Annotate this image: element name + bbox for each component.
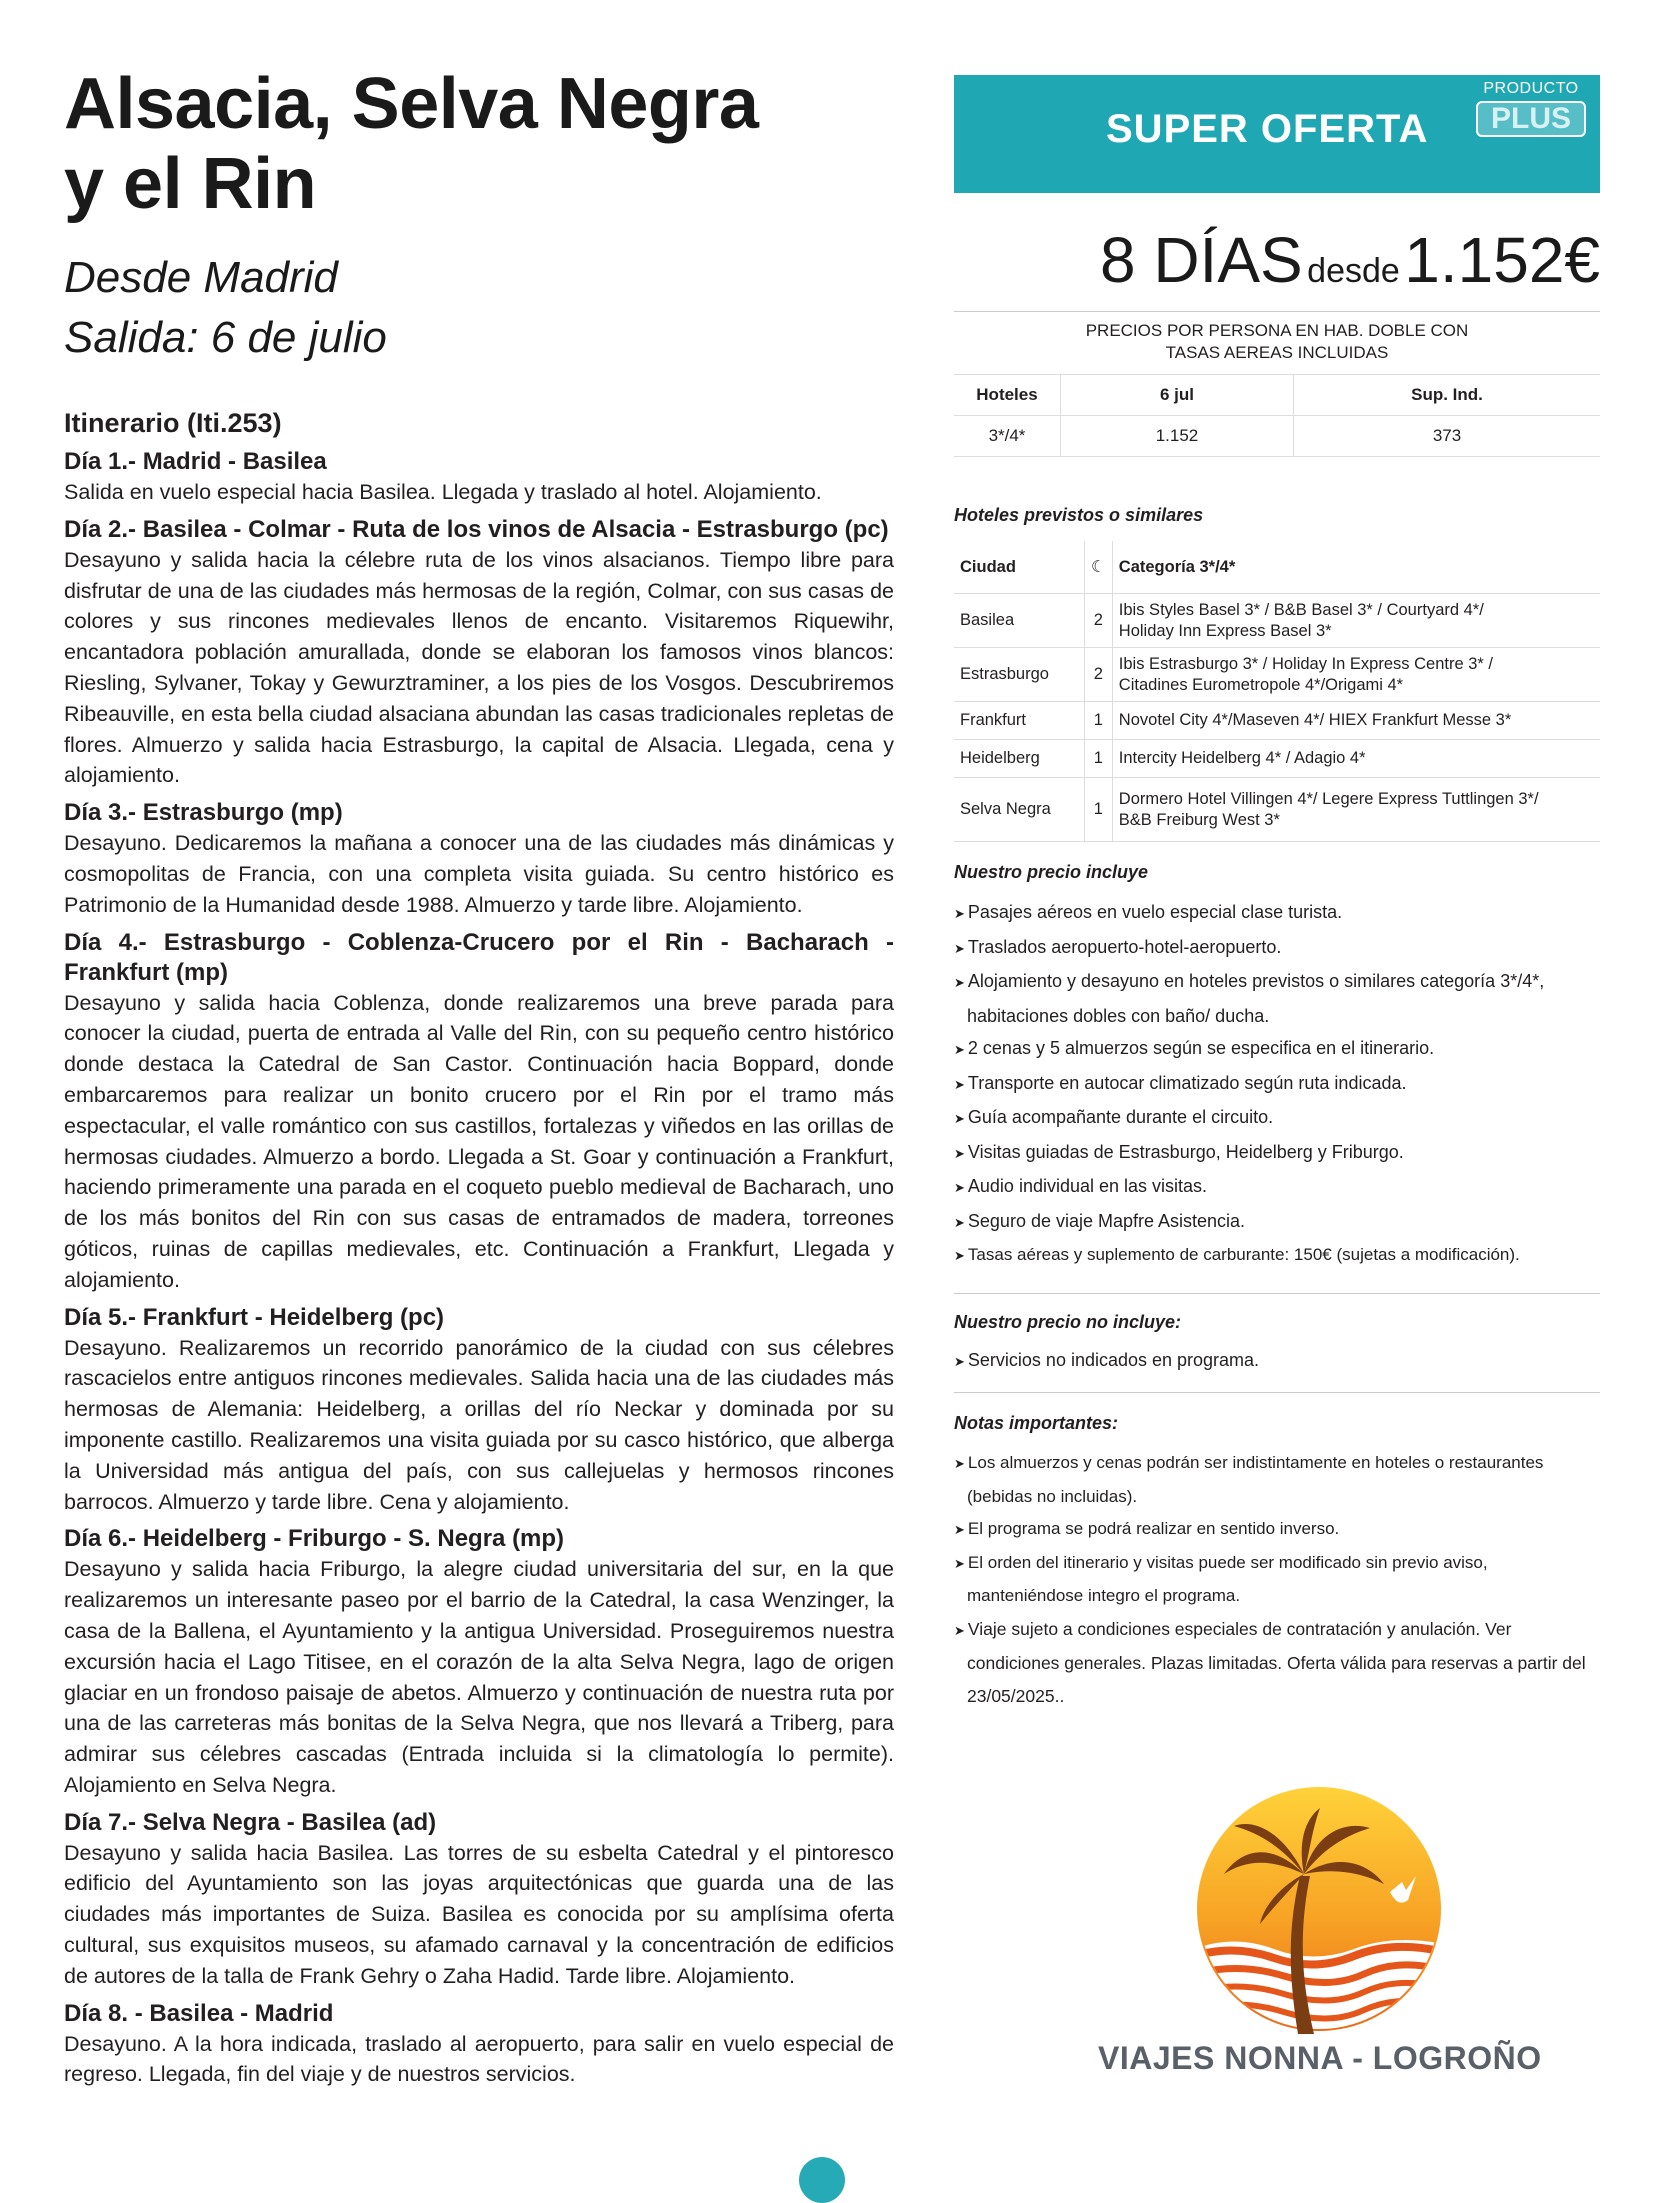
origin-label: Desde Madrid — [64, 253, 338, 302]
nights-cell: 2 — [1085, 648, 1113, 702]
price-table — [954, 374, 1600, 457]
page-title — [64, 64, 894, 224]
hotel-row — [954, 740, 1600, 778]
agency-name: VIAJES NONNA - LOGROÑO — [1098, 2040, 1542, 2076]
hotel-line: Dormero Hotel Villingen 4*/ Legere Express Tuttlingen 3*/ — [1118, 789, 1539, 808]
list-item: ➤ Servicios no indicados en programa. — [954, 1344, 1600, 1379]
badge-main-label: PLUS — [1476, 101, 1586, 137]
list-item: ➤ Los almuerzos y cenas podrán ser indistintamente en hoteles o restaurantes (bebidas no incluidas). — [954, 1447, 1600, 1513]
day-text: Desayuno y salida hacia la célebre ruta de los vinos alsacianos. Tiempo libre para disfrutar de una de las ciudades más hermosas de la región, Colmar, con sus casas de colores y sus rincones medievales llenos de encanto. Visitaremos Riquewihr, encantadora población amurallada, donde se elaboran los famosos vinos blancos: Riesling, Sylvaner, Tokay y Gewurztraminer, a los pies de los Vosgos. Descubriremos Ribeauville, en esta bella ciudad alsaciana abundan las casas tradicionales repletas de flores. Almuerzo y salida hacia Estrasburgo, la capital de Alsacia. Llegada, cena y alojamiento. — [64, 547, 894, 788]
city-cell: Frankfurt — [954, 702, 1085, 740]
day-6 — [64, 1524, 894, 1800]
from-label: desde — [1307, 252, 1400, 290]
list-item: ➤ Tasas aéreas y suplemento de carburante: 150€ (sujetas a modificación). — [954, 1239, 1600, 1273]
title-line-1: Alsacia, Selva Negra — [64, 64, 759, 144]
hotels-cell — [1112, 648, 1600, 702]
city-cell: Selva Negra — [954, 778, 1085, 842]
hotel-line: Ibis Styles Basel 3* / B&B Basel 3* / Courtyard 4*/ — [1118, 600, 1484, 619]
moon-icon: ☾ — [1085, 541, 1113, 594]
nights-cell: 2 — [1085, 594, 1113, 648]
city-cell: Heidelberg — [954, 740, 1085, 778]
table-cell: 3*/4* — [954, 416, 1061, 457]
includes-title: Nuestro precio incluye — [954, 862, 1149, 882]
page-marker-dot — [799, 2157, 845, 2203]
day-title: Día 7.- Selva Negra - Basilea (ad) — [64, 1808, 437, 1836]
nights-cell: 1 — [1085, 740, 1113, 778]
nights-cell: 1 — [1085, 778, 1113, 842]
list-item: ➤ Traslados aeropuerto-hotel-aeropuerto. — [954, 931, 1600, 966]
super-offer-banner — [954, 75, 1600, 193]
day-text: Salida en vuelo especial hacia Basilea. Llegada y traslado al hotel. Alojamiento. — [64, 480, 822, 504]
list-item: ➤ Guía acompañante durante el circuito. — [954, 1101, 1600, 1136]
hotel-row — [954, 702, 1600, 740]
list-item: ➤ 2 cenas y 5 almuerzos según se especifica en el itinerario. — [954, 1032, 1600, 1067]
header-cell: Ciudad — [954, 541, 1085, 594]
nights-cell: 1 — [1085, 702, 1113, 740]
day-text: Desayuno y salida hacia Friburgo, la alegre ciudad universitaria del sur, en la que realizaremos un interesante paseo por el barrio de la Catedral, la casa Wenzinger, la casa de la Ballena, el Ayuntamiento y la antigua Universidad. Proseguiremos nuestra excursión hacia el Lago Titisee, en el corazón de la alta Selva Negra, lago de origen glaciar en un frondoso paisaje de abetos. Almuerzo y continuación de nuestra ruta por una de las carreteras más bonitas de la Selva Negra, que nos llevará a Triberg, para admirar sus célebres cascadas (Entrada incluida si la climatología lo permite). Alojamiento en Selva Negra. — [64, 1557, 894, 1797]
hotels-cell — [1112, 778, 1600, 842]
list-item: ➤ Pasajes aéreos en vuelo especial clase turista. — [954, 896, 1600, 931]
price-table-row — [954, 416, 1600, 457]
day-text: Desayuno. A la hora indicada, traslado al aeropuerto, para salir en vuelo especial de regreso. Llegada, fin del viaje y de nuestros servicios. — [64, 2031, 894, 2087]
notes-title: Notas importantes: — [954, 1413, 1119, 1433]
title-line-2: y el Rin — [64, 144, 317, 224]
banner-text: SUPER OFERTA — [1106, 107, 1429, 151]
list-item: ➤ Viaje sujeto a condiciones especiales de contratación y anulación. Ver condiciones generales. Plazas limitadas. Oferta válida para reservas a partir del 23/05/2025.. — [954, 1613, 1600, 1713]
day-2 — [64, 515, 894, 791]
list-item: ➤ Visitas guiadas de Estrasburgo, Heidelberg y Friburgo. — [954, 1136, 1600, 1171]
header-cell: Sup. Ind. — [1294, 375, 1601, 416]
day-4 — [64, 928, 894, 1296]
hotel-line: B&B Freiburg West 3* — [1118, 810, 1280, 829]
day-8 — [64, 1999, 894, 2091]
day-text: Desayuno. Realizaremos un recorrido panorámico de la ciudad con sus célebres rascacielos entre antiguos rincones medievales. Salida hacia una de las ciudades más hermosas de Alemania: Heidelberg, a orillas del río Neckar y dominada por su imponente castillo. Realizaremos una visita guiada por su casco histórico, que alberga la Universidad más antigua del país, con sus callejuelas y hermosos rincones barrocos. Almuerzo y tarde libre. Cena y alojamiento. — [64, 1335, 894, 1514]
list-item: ➤ Alojamiento y desayuno en hoteles previstos o similares categoría 3*/4*, habitaciones dobles con baño/ ducha. — [954, 965, 1600, 1032]
hotel-line: Intercity Heidelberg 4* / Adagio 4* — [1112, 740, 1600, 778]
hotels-title: Hoteles previstos o similares — [954, 505, 1204, 525]
day-7 — [64, 1808, 894, 1992]
price-heading-line-2: TASAS AEREAS INCLUIDAS — [1165, 343, 1389, 362]
list-item: ➤ El programa se podrá realizar en sentido inverso. — [954, 1513, 1600, 1547]
hotel-line: Holiday Inn Express Basel 3* — [1118, 621, 1332, 640]
day-title: Día 3.- Estrasburgo (mp) — [64, 799, 343, 827]
offer-column — [954, 75, 1600, 1712]
list-item: ➤ Transporte en autocar climatizado según ruta indicada. — [954, 1067, 1600, 1102]
duration: 8 DÍAS — [1099, 224, 1303, 296]
notes-list — [954, 1447, 1600, 1712]
hotel-line: Novotel City 4*/Maseven 4*/ HIEX Frankfurt Messe 3* — [1112, 702, 1600, 740]
day-text: Desayuno y salida hacia Basilea. Las torres de su esbelta Catedral y el pintoresco edificio del Ayuntamiento son las joyas arquitectónicas que guarda una de las ciudades más importantes de Suiza. Basilea es conocida por su amplísima oferta cultural, sus exquisitos museos, su afamado carnaval y la concentración de edificios de autores de la talla de Frank Gehry o Zaha Hadid. Tarde libre. Alojamiento. — [64, 1840, 894, 1988]
excludes-title: Nuestro precio no incluye: — [954, 1311, 1182, 1332]
excludes-list — [954, 1344, 1600, 1379]
day-title: Día 8. - Basilea - Madrid — [64, 1999, 334, 2027]
hotel-row — [954, 778, 1600, 842]
itinerary-title: Itinerario (Iti.253) — [64, 408, 282, 438]
day-title: Día 6.- Heidelberg - Friburgo - S. Negra (mp) — [64, 1525, 565, 1553]
list-item: ➤ Seguro de viaje Mapfre Asistencia. — [954, 1205, 1600, 1240]
price-table-header — [954, 375, 1600, 416]
price-table-heading — [954, 312, 1600, 364]
palm-tree-logo — [1194, 1784, 1444, 2034]
city-cell: Estrasburgo — [954, 648, 1085, 702]
list-item: ➤ El orden del itinerario y visitas puede ser modificado sin previo aviso, manteniéndose integro el programa. — [954, 1547, 1600, 1613]
price-heading-line-1: PRECIOS POR PERSONA EN HAB. DOBLE CON — [1085, 321, 1469, 340]
hotel-line: Ibis Estrasburgo 3* / Holiday In Express Centre 3* / — [1118, 654, 1493, 673]
departure-label: Salida: 6 de julio — [64, 313, 387, 362]
hotel-row — [954, 648, 1600, 702]
hotel-line: Citadines Eurometropole 4*/Origami 4* — [1118, 675, 1404, 694]
list-item: ➤ Audio individual en las visitas. — [954, 1170, 1600, 1205]
day-title: Día 4.- Estrasburgo - Coblenza-Crucero por el Rin - Bacharach - Frankfurt (mp) — [64, 928, 894, 986]
hotels-table — [954, 541, 1600, 842]
day-title: Día 2.- Basilea - Colmar - Ruta de los vinos de Alsacia - Estrasburgo (pc) — [64, 515, 889, 543]
day-5 — [64, 1303, 894, 1518]
hotels-header — [954, 541, 1600, 594]
includes-list — [954, 896, 1600, 1273]
divider — [954, 1392, 1600, 1393]
header-cell: 6 jul — [1061, 375, 1294, 416]
divider — [954, 1293, 1600, 1294]
price-amount: 1.152€ — [1404, 224, 1600, 296]
day-title: Día 5.- Frankfurt - Heidelberg (pc) — [64, 1303, 445, 1331]
table-cell: 373 — [1294, 416, 1601, 457]
producto-plus-badge — [1476, 80, 1586, 137]
day-text: Desayuno. Dedicaremos la mañana a conocer una de las ciudades más dinámicas y cosmopolitas de Francia, con una completa visita guiada. Su centro histórico es Patrimonio de la Humanidad desde 1988. Almuerzo y tarde libre. Alojamiento. — [64, 831, 894, 917]
badge-top-label: PRODUCTO — [1483, 80, 1579, 97]
price-headline — [954, 223, 1600, 299]
day-3 — [64, 798, 894, 920]
header-cell: Categoría 3*/4* — [1112, 541, 1600, 594]
hotels-cell — [1112, 594, 1600, 648]
city-cell: Basilea — [954, 594, 1085, 648]
header-cell: Hoteles — [954, 375, 1061, 416]
day-1 — [64, 447, 894, 508]
table-cell: 1.152 — [1061, 416, 1294, 457]
hotel-row — [954, 594, 1600, 648]
day-text: Desayuno y salida hacia Coblenza, donde realizaremos una breve parada para conocer la ciudad, puerta de entrada al Valle del Rin, con su pequeño centro histórico donde destaca la Catedral de San Castor. Continuación hacia Boppard, donde embarcaremos para realizar un bonito crucero por el Rin por el tramo más espectacular, el valle romántico con sus castillos, fortalezas y viñedos en las orillas de hermosas ciudades. Almuerzo a bordo. Llegada a St. Goar y continuación a Frankfurt, haciendo primeramente una parada en el coqueto pueblo medieval de Bacharach, uno de los más bonitos del Rin con sus casas de entramados de madera, torreones góticos, ruinas de capillas medievales, etc. Continuación a Frankfurt, Llegada y alojamiento. — [64, 990, 894, 1292]
day-title: Día 1.- Madrid - Basilea — [64, 448, 327, 475]
itinerary-column — [64, 64, 894, 2090]
